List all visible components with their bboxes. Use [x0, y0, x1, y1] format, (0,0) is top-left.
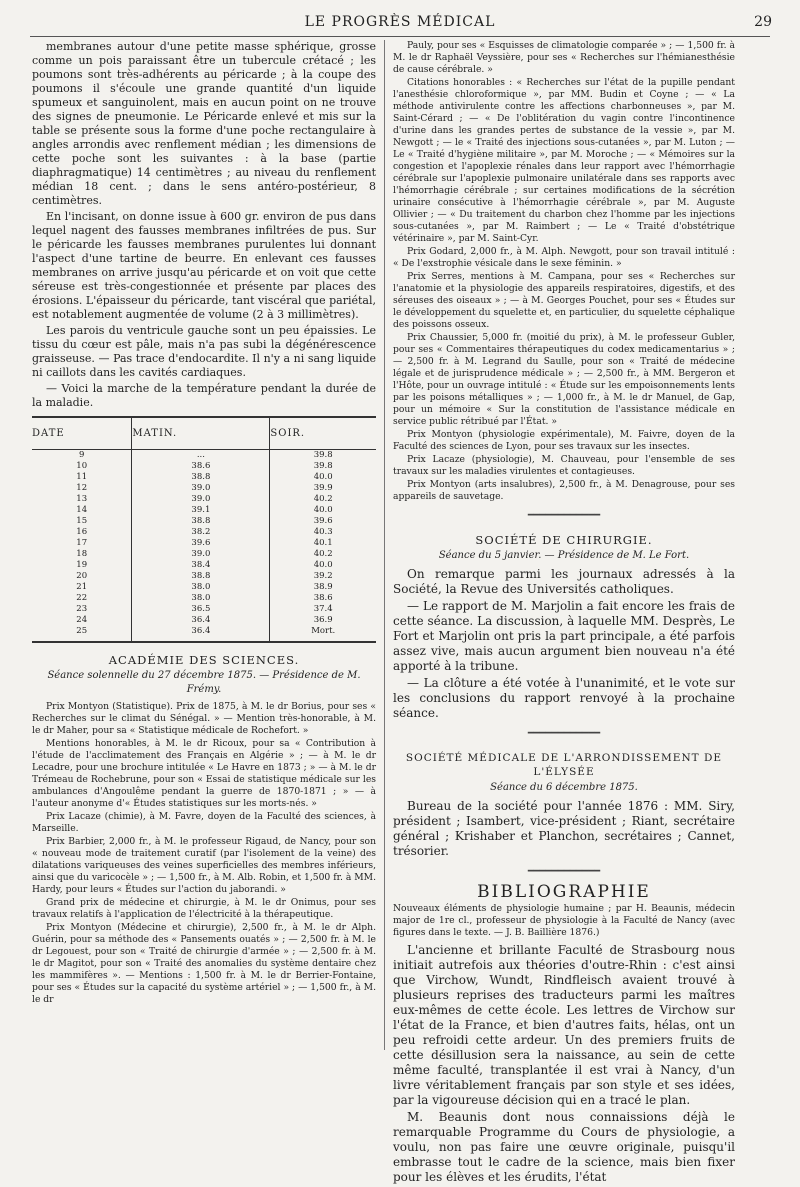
- elysee-seance: Séance du 6 décembre 1875.: [490, 782, 638, 793]
- left-column: [32, 40, 376, 1007]
- paragraph: Prix Barbier, 2,000 fr., à M. le professeur Rigaud, de Nancy, pour son « nouveau mode de traitement curatif (par l'isolement de la veine) des dilatations variqueuses des veines superficielles des membres inférieurs, ainsi que du varicocèle » ; — 1,500 fr., à M. Alb. Robin, et 1,500 fr. à MM. Hardy, pour leurs « Études sur l'action du jaborandi. »: [32, 836, 376, 895]
- date-cell: 25: [32, 626, 132, 642]
- table-row: [32, 538, 376, 549]
- date-cell: 11: [76, 472, 88, 482]
- paragraph: L'ancienne et brillante Faculté de Strasbourg nous initiait autrefois aux théories d'outre-Rhin : c'est ainsi que Virchow, Wundt, Rindfleisch avaient trouvé à plusieurs reprises des traducteurs parmi les maîtres eux-mêmes de cette école. Les lettres de Virchow sur l'état de la France, et bien d'autres faits, hélas, ont un peu refroidi cette ardeur. Un des premiers fruits de cette désillusion sera la naissance, au sein de cette même faculté, transplantée il est vrai à Nancy, d'un livre véritablement français par son style et ses idées, par la vigoureuse décision qui en a tracé le plan.: [393, 943, 735, 1107]
- column-header-soir: SOIR.: [270, 417, 376, 450]
- soir-cell: 40.2: [270, 494, 376, 505]
- paragraph: Bureau de la société pour l'année 1876 : MM. Siry, président ; Isambert, vice-président ; Riant, secrétaire général ; Krishaber et Planchon, secrétaires ; Cannet, trésorier.: [393, 799, 735, 858]
- table-row: [32, 604, 376, 615]
- table-row: [32, 626, 376, 642]
- paragraph: Prix Montyon (Médecine et chirurgie), 2,500 fr., à M. le dr Alph. Guérin, pour sa méthode des « Pansements ouatés » ; — 2,500 fr. à M. le dr Legouest, pour son « Traité de chirurgie d'armée » ; — 2,500 fr. à M. le dr Magitot, pour son « Traité des anomalies du système dentaire chez les mammifères ». — Mentions : 1,500 fr. à M. le dr Berrier-Fontaine, pour ses « Études sur la capacité du système artériel » ; — 1,500 fr., à M. le dr: [32, 922, 376, 1005]
- paragraph: Prix Montyon (arts insalubres), 2,500 fr., à M. Denagrouse, pour ses appareils de sauvetage.: [393, 479, 735, 502]
- chirurgie-title: SOCIÉTÉ DE CHIRURGIE.: [475, 533, 653, 547]
- soir-cell: 39.6: [270, 516, 376, 527]
- matin-cell: 36.4: [132, 615, 270, 626]
- soir-cell: 39.8: [270, 461, 376, 472]
- matin-cell: 38.0: [132, 593, 270, 604]
- table-row: [32, 494, 376, 505]
- matin-cell: 38.8: [132, 571, 270, 582]
- soir-cell: 40.1: [270, 538, 376, 549]
- soir-cell: 40.0: [270, 505, 376, 516]
- matin-cell: 36.5: [132, 604, 270, 615]
- date-cell: 9: [78, 450, 85, 460]
- elysee-body: [393, 799, 735, 859]
- table-row: [32, 450, 376, 462]
- matin-cell: 39.6: [132, 538, 270, 549]
- date-cell: 24: [76, 615, 88, 625]
- paragraph: — Voici la marche de la température pendant la durée de la maladie.: [32, 382, 376, 409]
- matin-cell: ...: [132, 450, 270, 462]
- bibliographie-body: [393, 943, 735, 1185]
- matin-cell: 38.6: [132, 461, 270, 472]
- table-row: [32, 516, 376, 527]
- paragraph: Prix Lacaze (chimie), à M. Favre, doyen de la Faculté des sciences, à Marseille.: [32, 811, 376, 834]
- date-cell: 22: [76, 593, 88, 603]
- table-row: [32, 527, 376, 538]
- paragraph: Mentions honorables, à M. le dr Ricoux, pour sa « Contribution à l'étude de l'acclimatement des Français en Algérie » ; — à M. le dr Lecadre, pour une brochure intitulée « Le Havre en 1873 ; » — à M. le dr Trémeau de Rochebrune, pour son « Essai de statistique médicale sur les ambulances d'Angoulême pendant la guerre de 1870-1871 ; » — à l'auteur anonyme d'« Études statistiques sur les morts-nés. »: [32, 738, 376, 809]
- table-row: [32, 472, 376, 483]
- soir-cell: 40.3: [270, 527, 376, 538]
- paragraph: Pauly, pour ses « Esquisses de climatologie comparée » ; — 1,500 fr. à M. le dr Raphaël Veyssière, pour ses « Recherches sur l'hémianesthésie de cause cérébrale. »: [393, 40, 735, 75]
- paragraph: M. Beaunis dont nous connaissions déjà le remarquable Programme du Cours de physiologie, a voulu, non pas faire une œuvre originale, puisqu'il embrasse tout le cadre de la science, mais bien fixer pour les élèves et les érudits, l'état: [393, 1110, 735, 1184]
- ornament-divider: ━━━━━━━━━━━━: [527, 728, 601, 739]
- chirurgie-body: [393, 567, 735, 721]
- date-cell: 18: [76, 549, 88, 559]
- paragraph: — Le rapport de M. Marjolin a fait encore les frais de cette séance. La discussion, à laquelle MM. Desprès, Le Fort et Marjolin ont pris la part principale, a été parfois assez vive, mais aucun argument bien nouveau n'a été apporté à la tribune.: [393, 599, 735, 673]
- soir-cell: 39.2: [270, 571, 376, 582]
- chirurgie-seance: Séance du 5 janvier. — Présidence de M. Le Fort.: [438, 550, 690, 561]
- paragraph: Prix Montyon (physiologie expérimentale), M. Faivre, doyen de la Faculté des sciences de Lyon, pour ses travaux sur les insectes.: [393, 429, 735, 452]
- soir-cell: 36.9: [270, 615, 376, 626]
- prize-list: [393, 40, 735, 503]
- paragraph: Prix Serres, mentions à M. Campana, pour ses « Recherches sur l'anatomie et la physiologie des appareils respiratoires, digestifs, et des séreuses des oiseaux » ; — à M. Georges Pouchet, pour ses « Études sur le développement du squelette et, en particulier, du squelette céphalique des poissons osseux.: [393, 271, 735, 330]
- ornament-divider: ━━━━━━━━━━━━: [527, 866, 601, 877]
- column-header-date: DATE: [32, 417, 132, 450]
- journal-title: LE PROGRÈS MÉDICAL: [304, 14, 496, 30]
- book-reference: Nouveaux éléments de physiologie humaine ; par H. Beaunis, médecin major de 1re cl., professeur de physiologie à la Faculté de Nancy (avec figures dans le texte. — J. B. Baillière 1876.): [393, 903, 735, 938]
- matin-cell: 38.2: [132, 527, 270, 538]
- soir-cell: 39.9: [270, 483, 376, 494]
- right-column: [393, 40, 735, 1187]
- paragraph: Prix Chaussier, 5,000 fr. (moitié du prix), à M. le professeur Gubler, pour ses « Commentaires thérapeutiques du codex medicamentarius » ; — 2,500 fr. à M. Legrand du Saulle, pour son « Traité de médecine légale et de jurisprudence médicale » ; — 2,500 fr., à MM. Bergeron et l'Hôte, pour un ouvrage intitulé : « Étude sur les empoisonnements lents par les poisons métalliques » ; — 1,000 fr., à M. le dr Manuel, de Gap, pour un mémoire « Sur la constitution de l'assistance médicale en service public rétribué par l'État. »: [393, 332, 735, 427]
- date-cell: 12: [76, 483, 88, 493]
- date-cell: 13: [76, 494, 88, 504]
- date-cell: 20: [76, 571, 88, 581]
- date-cell: 21: [76, 582, 88, 592]
- matin-cell: 39.1: [132, 505, 270, 516]
- header-rule: [30, 36, 770, 37]
- matin-cell: 36.4: [132, 626, 270, 642]
- matin-cell: 39.0: [132, 494, 270, 505]
- soir-cell: 37.4: [270, 604, 376, 615]
- page-header: [0, 14, 800, 34]
- ornament-divider: ━━━━━━━━━━━━: [527, 510, 601, 521]
- bibliographie-title: BIBLIOGRAPHIE: [477, 882, 651, 902]
- soir-cell: 38.6: [270, 593, 376, 604]
- date-cell: 19: [76, 560, 88, 570]
- paragraph: Citations honorables : « Recherches sur l'état de la pupille pendant l'anesthésie chloroformique », par MM. Budin et Coyne ; — « La méthode antivirulente contre les affections charbonneuses », par M. Saint-Cérard ; — « De l'oblitération du vagin contre l'incontinence d'urine dans les grandes pertes de substance de la vessie », par M. Newgott ; — le « Traité des injections sous-cutanées », par M. Luton ; — Le « Traité d'hygiène militaire », par M. Moroche ; — « Mémoires sur la congestion et l'apoplexie rénales dans leur rapport avec l'hémorrhagie cérébrale sur l'apoplexie pulmonaire unilatérale dans ses rapports avec l'hémorrhagie cérébrale ; sur certaines modifications de la sécrétion urinaire consécutive à l'hémorrhagie cérébrale », par M. Auguste Ollivier ; — « Du traitement du charbon chez l'homme par les injections sous-cutanées », par M. Raimbert ; — Le « Traité d'obstétrique vétérinaire », par M. Saint-Cyr.: [393, 77, 735, 244]
- date-cell: 14: [76, 505, 88, 515]
- column-header-matin: MATIN.: [132, 417, 270, 450]
- matin-cell: 39.0: [132, 483, 270, 494]
- paragraph: — La clôture a été votée à l'unanimité, et le vote sur les conclusions du rapport renvoyé à la prochaine séance.: [393, 676, 735, 720]
- paragraph: En l'incisant, on donne issue à 600 gr. environ de pus dans lequel nagent des fausses membranes infiltrées de pus. Sur le péricarde les fausses membranes purulentes lui donnant l'aspect d'une tartine de beurre. En enlevant ces fausses membranes on arrive jusqu'au péricarde et on voit que cette séreuse est très-congestionnée et présente par places des érosions. L'épaisseur du péricarde, tant viscéral que pariétal, est notablement augmentée de volume (2 à 3 millimètres).: [32, 210, 376, 321]
- elysee-title: SOCIÉTÉ MÉDICALE DE L'ARRONDISSEMENT DE L'ÉLYSÉE: [405, 752, 723, 778]
- matin-cell: 38.4: [132, 560, 270, 571]
- soir-cell: 40.2: [270, 549, 376, 560]
- matin-cell: 38.8: [132, 472, 270, 483]
- table-row: [32, 549, 376, 560]
- paragraph: Prix Montyon (Statistique). Prix de 1875, à M. le dr Borius, pour ses « Recherches sur le climat du Sénégal. » — Mention très-honorable, à M. le dr Maher, pour sa « Statistique médicale de Rochefort. »: [32, 701, 376, 736]
- academie-seance: Séance solennelle du 27 décembre 1875. — Présidence de M. Frémy.: [47, 670, 361, 695]
- matin-cell: 39.0: [132, 549, 270, 560]
- paragraph: membranes autour d'une petite masse sphérique, grosse comme un pois paraissant être un tubercule crétacé ; les poumons sont très-adhérents au péricarde ; à la coupe des poumons il s'écoule une grande quantité d'un liquide spumeux et sanguinolent, mais en aucun point on ne trouve des signes de pneumonie. Le Péricarde enlevé et mis sur la table se présente sous la forme d'une poche rectangulaire à angles arrondis avec renflement médian ; les dimensions de cette poche sont les suivantes : à la base (partie diaphragmatique) 14 centimètres ; au niveau du renflement médian 18 cent. ; dans le sens antéro-postérieur, 8 centimètres.: [32, 40, 376, 207]
- soir-cell: 39.8: [270, 450, 376, 462]
- academie-body: [32, 701, 376, 1006]
- date-cell: 16: [76, 527, 88, 537]
- paragraph: Prix Lacaze (physiologie), M. Chauveau, pour l'ensemble de ses travaux sur les maladies virulentes et contagieuses.: [393, 454, 735, 477]
- table-row: [32, 505, 376, 516]
- soir-cell: 38.9: [270, 582, 376, 593]
- soir-cell: 40.0: [270, 472, 376, 483]
- date-cell: 15: [76, 516, 88, 526]
- table-row: [32, 483, 376, 494]
- soir-cell: Mort.: [270, 626, 376, 642]
- table-row: [32, 582, 376, 593]
- table-row: [32, 571, 376, 582]
- soir-cell: 40.0: [270, 560, 376, 571]
- matin-cell: 38.8: [132, 516, 270, 527]
- table-row: [32, 615, 376, 626]
- paragraph: Les parois du ventricule gauche sont un peu épaissies. Le tissu du cœur est pâle, mais n'a pas subi la dégénérescence graisseuse. — Pas trace d'endocardite. Il n'y a ni sang liquide ni caillots dans les cavités cardiaques.: [32, 324, 376, 379]
- date-cell: 17: [76, 538, 88, 548]
- page-number: 29: [754, 14, 772, 30]
- date-cell: 23: [76, 604, 88, 614]
- academie-title: ACADÉMIE DES SCIENCES.: [108, 653, 300, 667]
- table-row: [32, 560, 376, 571]
- paragraph: On remarque parmi les journaux adressés à la Société, la Revue des Universités catholiques.: [393, 567, 735, 596]
- temperature-table: [32, 416, 376, 643]
- date-cell: 10: [76, 461, 88, 471]
- matin-cell: 38.0: [132, 582, 270, 593]
- paragraph: Prix Godard, 2,000 fr., à M. Alph. Newgott, pour son travail intitulé : « De l'exstrophie vésicale dans le sexe féminin. »: [393, 246, 735, 269]
- paragraph: Grand prix de médecine et chirurgie, à M. le dr Onimus, pour ses travaux relatifs à l'application de l'électricité à la thérapeutique.: [32, 897, 376, 920]
- table-row: [32, 461, 376, 472]
- column-divider: [384, 40, 385, 1050]
- table-row: [32, 593, 376, 604]
